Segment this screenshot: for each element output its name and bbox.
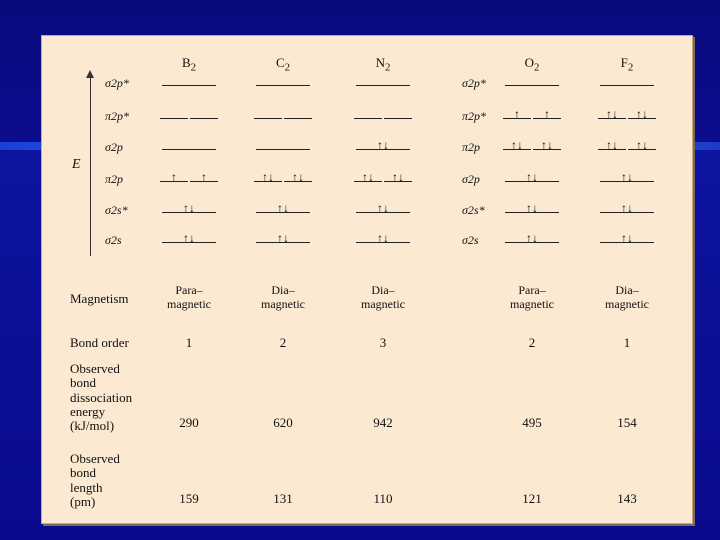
energy-axis: [90, 76, 91, 256]
electron-pair: ↑↓: [606, 107, 618, 121]
electron-pair: ↑↓: [526, 201, 538, 215]
orbital-label-left-2: σ2p: [105, 140, 123, 154]
electron-pair: ↑↓: [526, 231, 538, 245]
row-value-magnetism-c2: Dia– magnetic: [261, 283, 305, 311]
electron-pair: ↑↓: [377, 231, 389, 245]
electron-pair: ↑↓: [636, 107, 648, 121]
orbital-label-right-5: σ2s: [462, 233, 479, 247]
mo-level-line: [256, 85, 310, 86]
mo-level-line: [162, 85, 216, 86]
electron-pair: ↑: [201, 170, 207, 184]
molecule-header-f2: $F_2$: [620, 55, 634, 74]
row-value-dissociation-n2: 942: [373, 415, 393, 430]
row-value-length-c2: 131: [273, 491, 293, 506]
electron-pair: ↑↓: [526, 170, 538, 184]
row-value-length-n2: 110: [373, 491, 393, 506]
mo-level-line: [162, 149, 216, 150]
electron-pair: ↑↓: [636, 138, 648, 152]
electron-pair: ↑↓: [183, 201, 195, 215]
row-value-bond_order-f2: 1: [623, 335, 631, 350]
row-value-length-f2: 143: [617, 491, 637, 506]
row-label-bond_order: Bond order: [70, 335, 129, 350]
orbital-label-right-3: σ2p: [462, 172, 480, 186]
row-value-dissociation-b2: 290: [179, 415, 199, 430]
orbital-label-right-1: π2p*: [462, 109, 487, 123]
row-value-length-o2: 121: [522, 491, 542, 506]
molecule-header-b2: $B_2$: [181, 55, 197, 74]
molecule-subscript: 2: [533, 61, 540, 74]
mo-level-line: [254, 118, 282, 119]
mo-level-line: [384, 118, 412, 119]
molecule-header-c2: $C_2$: [275, 55, 291, 74]
row-label-dissociation: Observed bond dissociation energy (kJ/mol): [70, 361, 133, 434]
row-label-length: Observed bond length (pm): [70, 451, 120, 509]
electron-pair: ↑↓: [621, 170, 633, 184]
row-value-bond_order-b2: 1: [185, 335, 193, 350]
orbital-label-left-0: σ2p*: [105, 76, 129, 90]
molecule-subscript: 2: [384, 61, 391, 74]
orbital-label-left-1: π2p*: [105, 109, 130, 123]
mo-level-line: [160, 118, 188, 119]
electron-pair: ↑↓: [262, 170, 274, 184]
electron-pair: ↑↓: [621, 201, 633, 215]
electron-pair: ↑↓: [392, 170, 404, 184]
molecule-header-o2: $O_2$: [524, 55, 540, 74]
molecule-subscript: 2: [190, 61, 197, 74]
orbital-label-left-4: σ2s*: [105, 203, 128, 217]
mo-level-line: [256, 149, 310, 150]
mo-diagram-content: [42, 36, 692, 523]
row-value-bond_order-o2: 2: [528, 335, 536, 350]
electron-pair: ↑↓: [621, 231, 633, 245]
row-value-length-b2: 159: [179, 491, 199, 506]
mo-level-line: [190, 118, 218, 119]
row-value-magnetism-o2: Para– magnetic: [510, 283, 554, 311]
mo-level-line: [284, 118, 312, 119]
electron-pair: ↑: [514, 107, 520, 121]
molecule-header-n2: $N_2$: [375, 55, 391, 74]
row-value-bond_order-n2: 3: [379, 335, 387, 350]
row-value-magnetism-b2: Para– magnetic: [167, 283, 211, 311]
row-label-magnetism: Magnetism: [70, 291, 129, 306]
mo-level-line: [354, 118, 382, 119]
electron-pair: ↑↓: [277, 231, 289, 245]
row-value-dissociation-c2: 620: [273, 415, 293, 430]
orbital-label-right-4: σ2s*: [462, 203, 485, 217]
row-value-magnetism-n2: Dia– magnetic: [361, 283, 405, 311]
row-value-dissociation-f2: 154: [617, 415, 637, 430]
electron-pair: ↑↓: [511, 138, 523, 152]
electron-pair: ↑↓: [292, 170, 304, 184]
row-value-dissociation-o2: 495: [522, 415, 542, 430]
electron-pair: ↑↓: [541, 138, 553, 152]
mo-level-line: [505, 85, 559, 86]
orbital-label-left-5: σ2s: [105, 233, 122, 247]
electron-pair: ↑↓: [377, 201, 389, 215]
molecule-subscript: 2: [284, 61, 291, 74]
mo-level-line: [356, 85, 410, 86]
electron-pair: ↑: [171, 170, 177, 184]
mo-diagram-panel: [41, 35, 693, 524]
electron-pair: ↑↓: [277, 201, 289, 215]
electron-pair: ↑: [544, 107, 550, 121]
row-value-bond_order-c2: 2: [279, 335, 287, 350]
row-value-magnetism-f2: Dia– magnetic: [605, 283, 649, 311]
mo-level-line: [600, 85, 654, 86]
electron-pair: ↑↓: [606, 138, 618, 152]
orbital-label-left-3: π2p: [105, 172, 124, 186]
orbital-label-right-2: π2p: [462, 140, 481, 154]
electron-pair: ↑↓: [362, 170, 374, 184]
orbital-label-right-0: σ2p*: [462, 76, 486, 90]
energy-label: E: [72, 157, 81, 172]
electron-pair: ↑↓: [377, 138, 389, 152]
molecule-subscript: 2: [627, 61, 634, 74]
electron-pair: ↑↓: [183, 231, 195, 245]
